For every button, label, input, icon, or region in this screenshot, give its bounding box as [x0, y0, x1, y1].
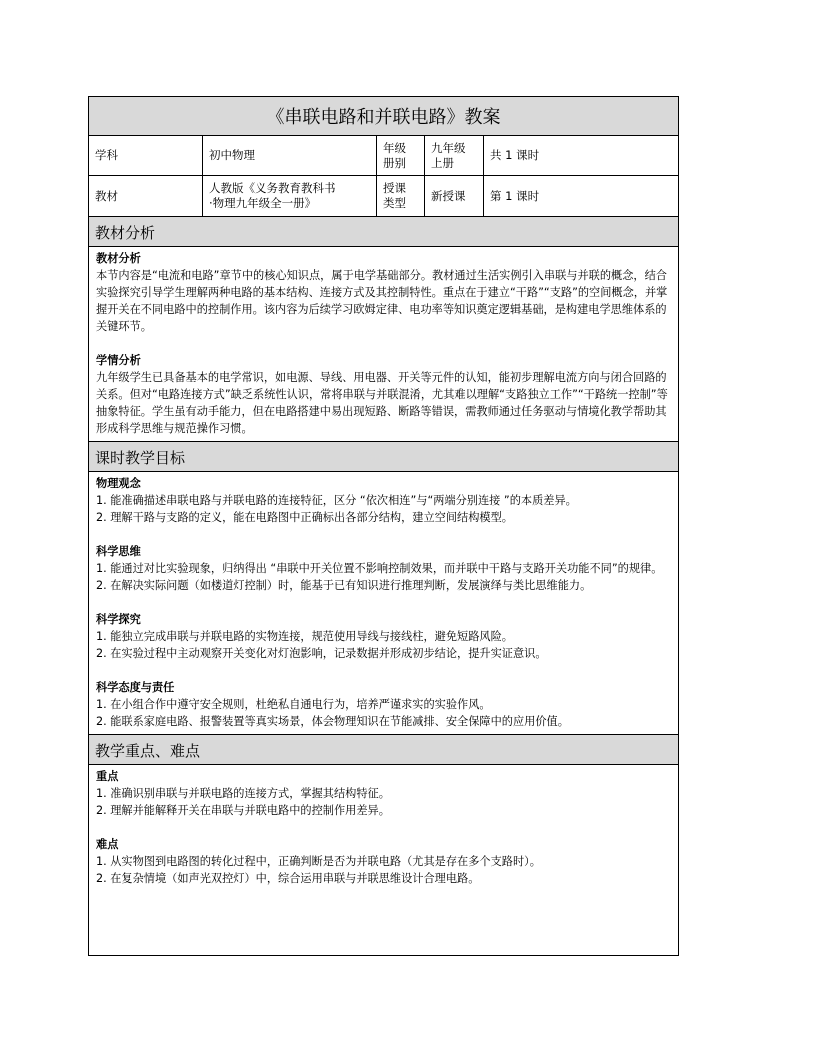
section-body [89, 472, 678, 735]
paragraph-line: 1. 能准确描述串联电路与并联电路的连接特征，区分 “依次相连”与“两端分别连接 ”的本质差异。 [96, 494, 577, 507]
textbook-value: 人教版《义务教育教科书 ·物理九年级全一册》 [203, 176, 377, 216]
spacer [96, 594, 671, 611]
subsection-title: 科学探究 [96, 613, 141, 626]
subsection-title: 教材分析 [96, 252, 141, 265]
spacer [96, 335, 671, 352]
lesson-type-value: 新授课 [425, 176, 484, 216]
grade-value: 九年级 上册 [425, 136, 484, 176]
section-heading: 教材分析 [89, 217, 678, 247]
paragraph-line: 1. 能独立完成串联与并联电路的实物连接，规范使用导线与接线柱，避免短路风险。 [96, 630, 513, 643]
spacer [96, 819, 671, 836]
paragraph-line: 2. 在解决实际问题（如楼道灯控制）时，能基于已有知识进行推理判断，发展演绎与类比思维能力。 [96, 579, 592, 592]
info-grid [89, 136, 678, 217]
spacer [96, 526, 671, 543]
section-heading: 课时教学目标 [89, 442, 678, 472]
textbook-label: 教材 [89, 176, 203, 216]
subsection-title: 科学思维 [96, 545, 141, 558]
subsection-title: 科学态度与责任 [96, 681, 175, 694]
paragraph-line: 2. 在实验过程中主动观察开关变化对灯泡影响，记录数据并形成初步结论，提升实证意识。 [96, 647, 547, 660]
paragraph-line: 本节内容是“电流和电路”章节中的核心知识点，属于电学基础部分。教材通过生活实例引入串联与并联的概念，结合实验探究引导学生理解两种电路的基本结构、连接方式及其控制特性。重点在于建立“干路”“支路”的空间概念，并掌握开关在不同电路中的控制作用。该内容为后续学习欧姆定律、电功率等知识奠定逻辑基础，是构建电学思维体系的关键环节。 [96, 269, 668, 333]
paragraph-line: 九年级学生已具备基本的电学常识，如电源、导线、用电器、开关等元件的认知，能初步理解电流方向与闭合回路的关系。但对“电路连接方式”缺乏系统性认识，常将串联与并联混淆，尤其难以理解“支路独立工作”“干路统一控制”等抽象特征。学生虽有动手能力，但在电路搭建中易出现短路、断路等错误，需教师通过任务驱动与情境化教学帮助其形成科学思维与规范操作习惯。 [96, 371, 668, 435]
spacer [96, 662, 671, 679]
paragraph-line: 1. 能通过对比实验现象，归纳得出 “串联中开关位置不影响控制效果，而并联中干路与支路开关功能不同”的规律。 [96, 562, 663, 575]
total-periods: 共 1 课时 [484, 136, 678, 176]
paragraph-line: 1. 从实物图到电路图的转化过程中，正确判断是否为并联电路（尤其是存在多个支路时）。 [96, 855, 541, 868]
paragraph-line: 2. 理解并能解释开关在串联与并联电路中的控制作用差异。 [96, 804, 390, 817]
paragraph-line: 2. 在复杂情境（如声光双控灯）中，综合运用串联与并联思维设计合理电路。 [96, 872, 480, 885]
paragraph-line: 2. 理解干路与支路的定义，能在电路图中正确标出各部分结构，建立空间结构模型。 [96, 511, 513, 524]
lesson-plan-table [88, 96, 679, 956]
lesson-type-label: 授课 类型 [377, 176, 425, 216]
subject-value: 初中物理 [203, 136, 377, 176]
document-title: 《串联电路和并联电路》教案 [89, 97, 678, 136]
subsection-title: 重点 [96, 770, 119, 783]
paragraph-line: 2. 能联系家庭电路、报警装置等真实场景，体会物理知识在节能减排、安全保障中的应用价值。 [96, 715, 569, 728]
subsection-title: 物理观念 [96, 477, 141, 490]
section-body [89, 765, 678, 891]
grade-label: 年级 册别 [377, 136, 425, 176]
paragraph-line: 1. 准确识别串联与并联电路的连接方式，掌握其结构特征。 [96, 787, 390, 800]
subject-label: 学科 [89, 136, 203, 176]
paragraph-line: 1. 在小组合作中遵守安全规则，杜绝私自通电行为，培养严谨求实的实验作风。 [96, 698, 491, 711]
section-body [89, 247, 678, 442]
subsection-title: 学情分析 [96, 354, 141, 367]
section-heading: 教学重点、难点 [89, 735, 678, 765]
period-number: 第 1 课时 [490, 188, 540, 203]
sections-container [89, 217, 678, 891]
subsection-title: 难点 [96, 838, 119, 851]
